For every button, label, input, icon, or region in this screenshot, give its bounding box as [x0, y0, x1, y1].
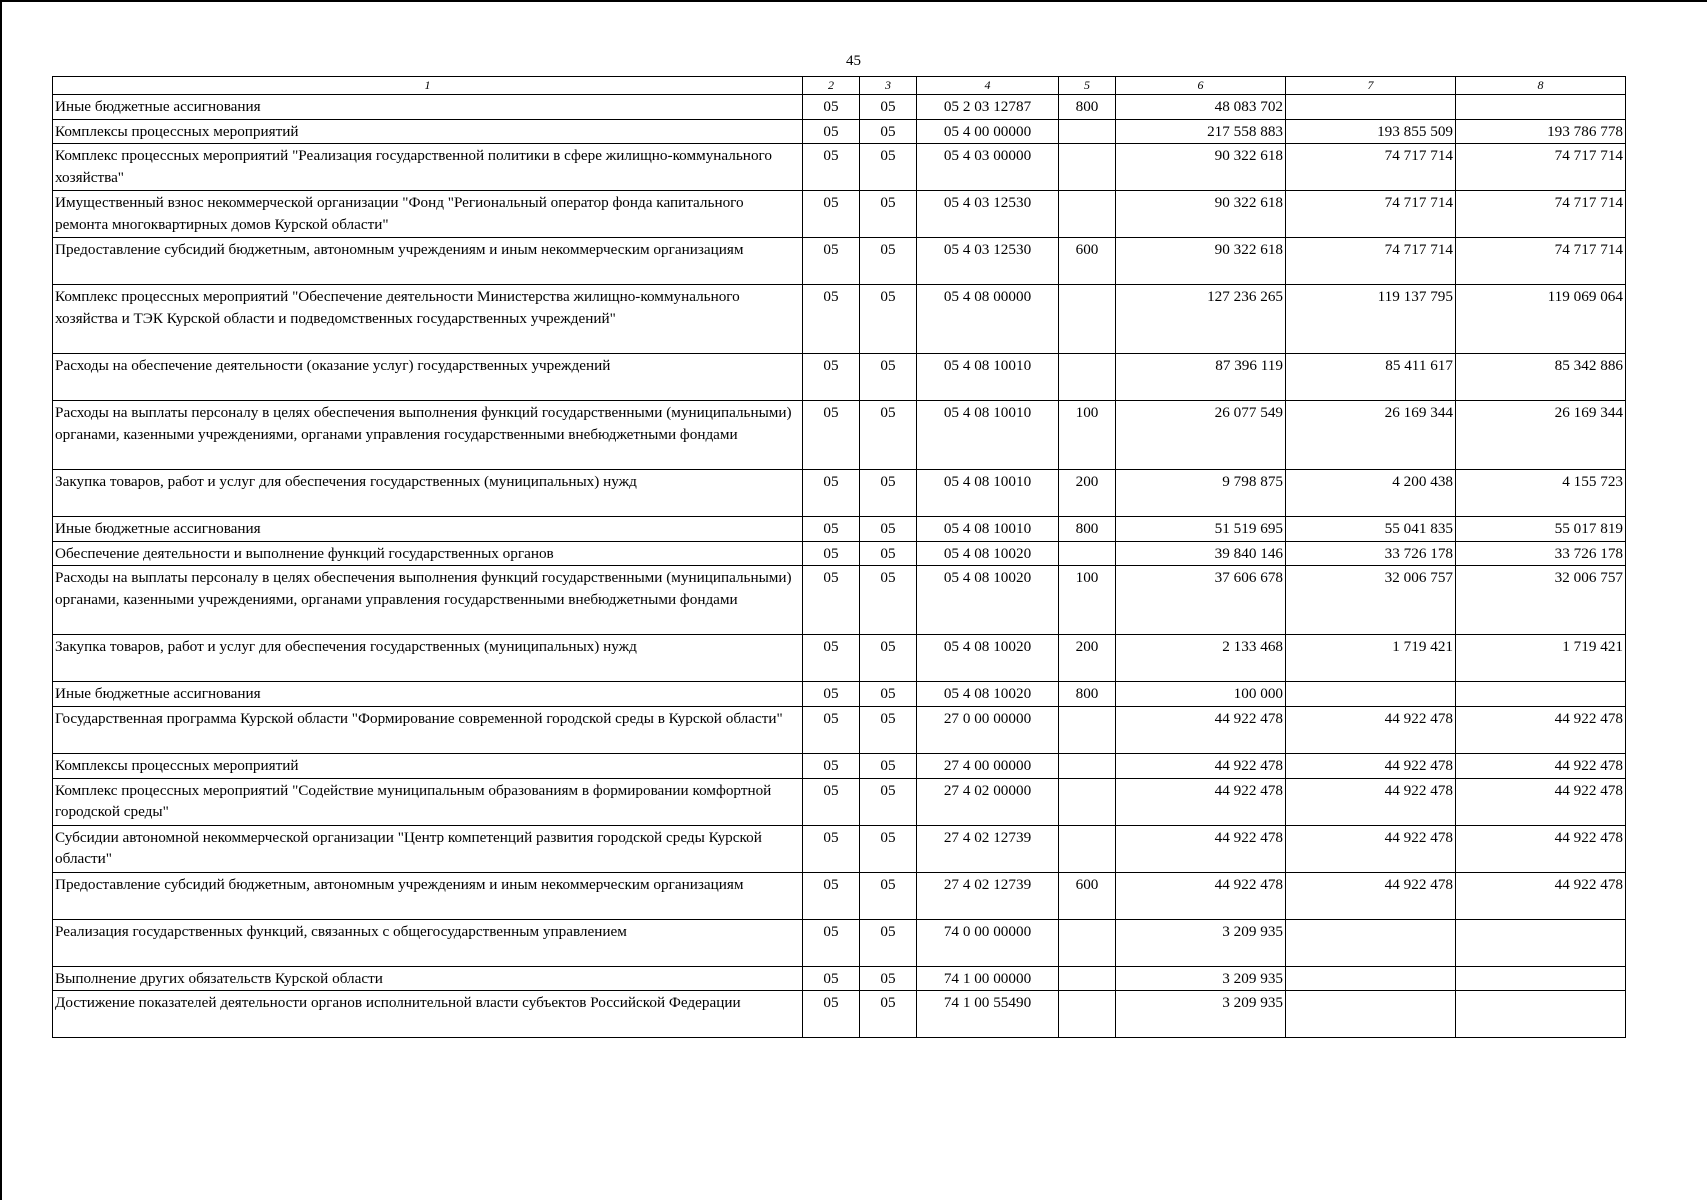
target-article-code: 05 2 03 12787 [917, 95, 1059, 120]
amount-col-8 [1456, 919, 1626, 966]
amount-col-7: 74 717 714 [1286, 144, 1456, 191]
header-col-1: 1 [53, 77, 803, 95]
header-col-8: 8 [1456, 77, 1626, 95]
table-row [53, 144, 1626, 191]
expense-type-code [1059, 119, 1116, 144]
podrazdel-code: 05 [860, 517, 917, 542]
amount-col-6: 51 519 695 [1116, 517, 1286, 542]
item-name: Комплексы процессных мероприятий [53, 753, 803, 778]
amount-col-6: 87 396 119 [1116, 354, 1286, 401]
item-name: Комплексы процессных мероприятий [53, 119, 803, 144]
razdel-code: 05 [803, 541, 860, 566]
amount-col-6: 3 209 935 [1116, 966, 1286, 991]
expense-type-code: 100 [1059, 401, 1116, 470]
target-article-code: 05 4 08 10010 [917, 401, 1059, 470]
header-col-4: 4 [917, 77, 1059, 95]
amount-col-7 [1286, 919, 1456, 966]
target-article-code: 05 4 03 00000 [917, 144, 1059, 191]
header-col-7: 7 [1286, 77, 1456, 95]
razdel-code: 05 [803, 95, 860, 120]
table-row [53, 872, 1626, 919]
amount-col-7 [1286, 966, 1456, 991]
item-name: Реализация государственных функций, связанных с общегосударственным управлением [53, 919, 803, 966]
podrazdel-code: 05 [860, 470, 917, 517]
item-name: Субсидии автономной некоммерческой организации "Центр компетенций развития городской среды Курской области" [53, 825, 803, 872]
amount-col-6: 44 922 478 [1116, 825, 1286, 872]
header-row [53, 77, 1626, 95]
razdel-code: 05 [803, 635, 860, 682]
amount-col-7: 55 041 835 [1286, 517, 1456, 542]
item-name: Иные бюджетные ассигнования [53, 682, 803, 707]
amount-col-6: 127 236 265 [1116, 285, 1286, 354]
amount-col-7: 26 169 344 [1286, 401, 1456, 470]
razdel-code: 05 [803, 401, 860, 470]
table-row [53, 706, 1626, 753]
razdel-code: 05 [803, 144, 860, 191]
expense-type-code [1059, 541, 1116, 566]
table-row [53, 95, 1626, 120]
razdel-code: 05 [803, 238, 860, 285]
razdel-code: 05 [803, 285, 860, 354]
item-name: Имущественный взнос некоммерческой организации "Фонд "Региональный оператор фонда капитального ремонта многоквартирных домов Курской области" [53, 191, 803, 238]
table-row [53, 119, 1626, 144]
table-row [53, 238, 1626, 285]
table-row [53, 517, 1626, 542]
amount-col-8: 33 726 178 [1456, 541, 1626, 566]
target-article-code: 05 4 08 10020 [917, 635, 1059, 682]
amount-col-6: 3 209 935 [1116, 919, 1286, 966]
expense-type-code: 100 [1059, 566, 1116, 635]
expense-type-code [1059, 354, 1116, 401]
podrazdel-code: 05 [860, 95, 917, 120]
target-article-code: 27 4 02 12739 [917, 825, 1059, 872]
amount-col-6: 44 922 478 [1116, 753, 1286, 778]
amount-col-6: 39 840 146 [1116, 541, 1286, 566]
podrazdel-code: 05 [860, 753, 917, 778]
razdel-code: 05 [803, 991, 860, 1038]
amount-col-8 [1456, 682, 1626, 707]
item-name: Закупка товаров, работ и услуг для обеспечения государственных (муниципальных) нужд [53, 470, 803, 517]
table-row [53, 966, 1626, 991]
amount-col-7 [1286, 682, 1456, 707]
amount-col-6: 2 133 468 [1116, 635, 1286, 682]
amount-col-8: 85 342 886 [1456, 354, 1626, 401]
amount-col-8: 193 786 778 [1456, 119, 1626, 144]
amount-col-6: 9 798 875 [1116, 470, 1286, 517]
expense-type-code [1059, 753, 1116, 778]
item-name: Расходы на выплаты персоналу в целях обеспечения выполнения функций государственными (муниципальными) органами, казенными учреждениями, органами управления государственными внебюджетными фондами [53, 566, 803, 635]
table-row [53, 191, 1626, 238]
target-article-code: 74 1 00 00000 [917, 966, 1059, 991]
table-body [53, 95, 1626, 1038]
podrazdel-code: 05 [860, 401, 917, 470]
amount-col-8: 44 922 478 [1456, 753, 1626, 778]
amount-col-7: 119 137 795 [1286, 285, 1456, 354]
target-article-code: 27 0 00 00000 [917, 706, 1059, 753]
podrazdel-code: 05 [860, 872, 917, 919]
amount-col-7: 193 855 509 [1286, 119, 1456, 144]
item-name: Государственная программа Курской области "Формирование современной городской среды в Курской области" [53, 706, 803, 753]
header-col-5: 5 [1059, 77, 1116, 95]
amount-col-8 [1456, 991, 1626, 1038]
podrazdel-code: 05 [860, 144, 917, 191]
table-row [53, 470, 1626, 517]
razdel-code: 05 [803, 566, 860, 635]
table-row [53, 825, 1626, 872]
razdel-code: 05 [803, 919, 860, 966]
amount-col-6: 90 322 618 [1116, 191, 1286, 238]
amount-col-8: 1 719 421 [1456, 635, 1626, 682]
target-article-code: 05 4 08 10010 [917, 470, 1059, 517]
item-name: Иные бюджетные ассигнования [53, 517, 803, 542]
target-article-code: 05 4 08 10010 [917, 354, 1059, 401]
target-article-code: 05 4 03 12530 [917, 238, 1059, 285]
podrazdel-code: 05 [860, 991, 917, 1038]
amount-col-7 [1286, 95, 1456, 120]
podrazdel-code: 05 [860, 191, 917, 238]
podrazdel-code: 05 [860, 119, 917, 144]
expense-type-code: 600 [1059, 238, 1116, 285]
budget-table [52, 76, 1626, 1038]
expense-type-code: 200 [1059, 635, 1116, 682]
item-name: Комплекс процессных мероприятий "Содействие муниципальным образованиям в формировании комфортной городской среды" [53, 778, 803, 825]
expense-type-code [1059, 966, 1116, 991]
table-row [53, 919, 1626, 966]
amount-col-7: 33 726 178 [1286, 541, 1456, 566]
podrazdel-code: 05 [860, 706, 917, 753]
amount-col-7: 74 717 714 [1286, 238, 1456, 285]
item-name: Расходы на выплаты персоналу в целях обеспечения выполнения функций государственными (муниципальными) органами, казенными учреждениями, органами управления государственными внебюджетными фондами [53, 401, 803, 470]
amount-col-6: 26 077 549 [1116, 401, 1286, 470]
amount-col-7 [1286, 991, 1456, 1038]
header-col-6: 6 [1116, 77, 1286, 95]
podrazdel-code: 05 [860, 966, 917, 991]
expense-type-code [1059, 919, 1116, 966]
amount-col-8: 74 717 714 [1456, 144, 1626, 191]
target-article-code: 27 4 02 12739 [917, 872, 1059, 919]
page-number: 45 [846, 53, 861, 69]
amount-col-6: 217 558 883 [1116, 119, 1286, 144]
target-article-code: 05 4 08 10020 [917, 566, 1059, 635]
amount-col-7: 44 922 478 [1286, 825, 1456, 872]
table-row [53, 778, 1626, 825]
amount-col-6: 90 322 618 [1116, 144, 1286, 191]
table-row [53, 991, 1626, 1038]
razdel-code: 05 [803, 966, 860, 991]
amount-col-7: 44 922 478 [1286, 753, 1456, 778]
podrazdel-code: 05 [860, 635, 917, 682]
expense-type-code [1059, 285, 1116, 354]
amount-col-7: 4 200 438 [1286, 470, 1456, 517]
amount-col-8: 26 169 344 [1456, 401, 1626, 470]
expense-type-code: 600 [1059, 872, 1116, 919]
target-article-code: 05 4 08 00000 [917, 285, 1059, 354]
amount-col-6: 44 922 478 [1116, 872, 1286, 919]
podrazdel-code: 05 [860, 825, 917, 872]
amount-col-8 [1456, 966, 1626, 991]
razdel-code: 05 [803, 470, 860, 517]
amount-col-8: 119 069 064 [1456, 285, 1626, 354]
amount-col-7: 44 922 478 [1286, 778, 1456, 825]
expense-type-code: 800 [1059, 95, 1116, 120]
item-name: Иные бюджетные ассигнования [53, 95, 803, 120]
expense-type-code [1059, 991, 1116, 1038]
razdel-code: 05 [803, 682, 860, 707]
item-name: Выполнение других обязательств Курской области [53, 966, 803, 991]
razdel-code: 05 [803, 517, 860, 542]
expense-type-code [1059, 706, 1116, 753]
amount-col-8: 32 006 757 [1456, 566, 1626, 635]
amount-col-7: 44 922 478 [1286, 872, 1456, 919]
amount-col-6: 37 606 678 [1116, 566, 1286, 635]
razdel-code: 05 [803, 872, 860, 919]
podrazdel-code: 05 [860, 919, 917, 966]
target-article-code: 27 4 02 00000 [917, 778, 1059, 825]
target-article-code: 74 1 00 55490 [917, 991, 1059, 1038]
amount-col-7: 85 411 617 [1286, 354, 1456, 401]
podrazdel-code: 05 [860, 354, 917, 401]
table-row [53, 635, 1626, 682]
amount-col-8: 44 922 478 [1456, 825, 1626, 872]
header-col-3: 3 [860, 77, 917, 95]
table-row [53, 682, 1626, 707]
razdel-code: 05 [803, 778, 860, 825]
amount-col-6: 44 922 478 [1116, 706, 1286, 753]
item-name: Комплекс процессных мероприятий "Обеспечение деятельности Министерства жилищно-коммунального хозяйства и ТЭК Курской области и подведомственных государственных учреждений" [53, 285, 803, 354]
table-row [53, 401, 1626, 470]
item-name: Предоставление субсидий бюджетным, автономным учреждениям и иным некоммерческим организациям [53, 872, 803, 919]
podrazdel-code: 05 [860, 238, 917, 285]
target-article-code: 05 4 08 10020 [917, 682, 1059, 707]
amount-col-7: 1 719 421 [1286, 635, 1456, 682]
amount-col-7: 32 006 757 [1286, 566, 1456, 635]
expense-type-code [1059, 778, 1116, 825]
amount-col-8: 44 922 478 [1456, 778, 1626, 825]
target-article-code: 05 4 08 10010 [917, 517, 1059, 542]
amount-col-6: 3 209 935 [1116, 991, 1286, 1038]
amount-col-7: 74 717 714 [1286, 191, 1456, 238]
amount-col-7: 44 922 478 [1286, 706, 1456, 753]
item-name: Предоставление субсидий бюджетным, автономным учреждениям и иным некоммерческим организациям [53, 238, 803, 285]
podrazdel-code: 05 [860, 285, 917, 354]
podrazdel-code: 05 [860, 566, 917, 635]
amount-col-8: 74 717 714 [1456, 191, 1626, 238]
item-name: Расходы на обеспечение деятельности (оказание услуг) государственных учреждений [53, 354, 803, 401]
header-col-2: 2 [803, 77, 860, 95]
item-name: Обеспечение деятельности и выполнение функций государственных органов [53, 541, 803, 566]
table-header [53, 77, 1626, 95]
razdel-code: 05 [803, 191, 860, 238]
target-article-code: 74 0 00 00000 [917, 919, 1059, 966]
expense-type-code [1059, 144, 1116, 191]
target-article-code: 05 4 03 12530 [917, 191, 1059, 238]
podrazdel-code: 05 [860, 541, 917, 566]
table-row [53, 541, 1626, 566]
target-article-code: 05 4 00 00000 [917, 119, 1059, 144]
amount-col-6: 48 083 702 [1116, 95, 1286, 120]
target-article-code: 05 4 08 10020 [917, 541, 1059, 566]
razdel-code: 05 [803, 119, 860, 144]
expense-type-code [1059, 825, 1116, 872]
amount-col-8: 44 922 478 [1456, 872, 1626, 919]
podrazdel-code: 05 [860, 778, 917, 825]
razdel-code: 05 [803, 825, 860, 872]
item-name: Достижение показателей деятельности органов исполнительной власти субъектов Российской Федерации [53, 991, 803, 1038]
amount-col-8: 55 017 819 [1456, 517, 1626, 542]
razdel-code: 05 [803, 706, 860, 753]
table-row [53, 285, 1626, 354]
razdel-code: 05 [803, 354, 860, 401]
table-row [53, 354, 1626, 401]
podrazdel-code: 05 [860, 682, 917, 707]
item-name: Комплекс процессных мероприятий "Реализация государственной политики в сфере жилищно-коммунального хозяйства" [53, 144, 803, 191]
amount-col-8: 4 155 723 [1456, 470, 1626, 517]
amount-col-6: 90 322 618 [1116, 238, 1286, 285]
amount-col-8: 74 717 714 [1456, 238, 1626, 285]
amount-col-8: 44 922 478 [1456, 706, 1626, 753]
table-row [53, 753, 1626, 778]
expense-type-code [1059, 191, 1116, 238]
razdel-code: 05 [803, 753, 860, 778]
amount-col-6: 44 922 478 [1116, 778, 1286, 825]
expense-type-code: 800 [1059, 682, 1116, 707]
table-row [53, 566, 1626, 635]
amount-col-8 [1456, 95, 1626, 120]
item-name: Закупка товаров, работ и услуг для обеспечения государственных (муниципальных) нужд [53, 635, 803, 682]
expense-type-code: 200 [1059, 470, 1116, 517]
target-article-code: 27 4 00 00000 [917, 753, 1059, 778]
expense-type-code: 800 [1059, 517, 1116, 542]
amount-col-6: 100 000 [1116, 682, 1286, 707]
